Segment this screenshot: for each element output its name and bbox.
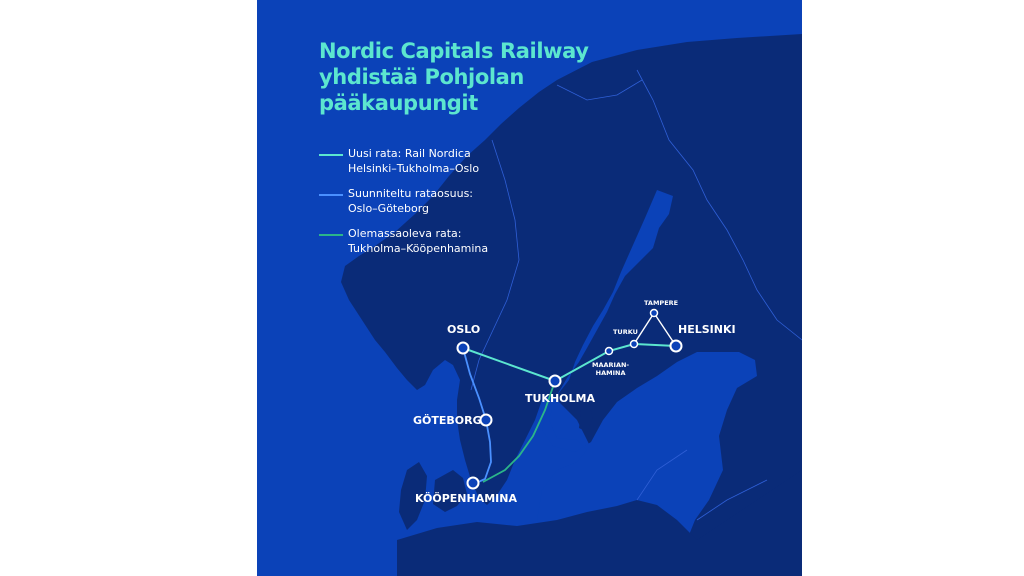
land-denmark [433,470,467,512]
title-line-2: yhdistää Pohjolan [319,65,524,89]
title-line-1: Nordic Capitals Railway [319,39,589,63]
map-title [319,38,649,116]
city-marker-tukholma[interactable] [550,376,561,387]
city-label-goteborg: GÖTEBORG [413,414,482,427]
legend-item-planned-line [319,186,559,216]
city-marker-helsinki[interactable] [671,341,682,352]
legend-sublabel: Tukholma–Kööpenhamina [348,242,489,255]
legend-label: Uusi rata: Rail Nordica [348,147,471,160]
city-marker-oslo[interactable] [458,343,469,354]
title-line-3: pääkaupungit [319,91,478,115]
city-label-tampere: TAMPERE [644,299,679,307]
legend-swatch-new-line [319,154,343,156]
legend-text-existing-line [348,226,559,256]
legend-sublabel: Helsinki–Tukholma–Oslo [348,162,480,175]
city-marker-koopenhamina[interactable] [468,478,479,489]
city-label-maarianhamina [592,361,629,377]
legend-text-new-line [348,146,559,176]
legend-swatch-planned-line [319,194,343,196]
legend-sublabel: Oslo–Göteborg [348,202,430,215]
legend-label: Suunniteltu rataosuus: [348,187,474,200]
legend-text-planned-line [348,186,559,216]
city-label-turku: TURKU [613,328,638,336]
city-marker-tampere[interactable] [651,310,658,317]
city-marker-turku[interactable] [631,341,638,348]
map-panel [257,0,802,576]
city-marker-goteborg[interactable] [481,415,492,426]
city-marker-maarianhamina[interactable] [606,348,613,355]
city-label-helsinki: HELSINKI [678,323,736,336]
legend-item-new-line [319,146,559,176]
legend-swatch-existing-line [319,234,343,236]
legend-label: Olemassaoleva rata: [348,227,462,240]
city-label-koopenhamina: KÖÖPENHAMINA [415,492,517,505]
map-legend [319,146,559,266]
city-label-tukholma: TUKHOLMA [525,392,595,405]
legend-item-existing-line [319,226,559,256]
city-label-maarianhamina-line-2: HAMINA [595,369,626,377]
city-label-oslo: OSLO [447,323,481,336]
city-label-maarianhamina-line-1: MAARIAN- [592,361,630,369]
